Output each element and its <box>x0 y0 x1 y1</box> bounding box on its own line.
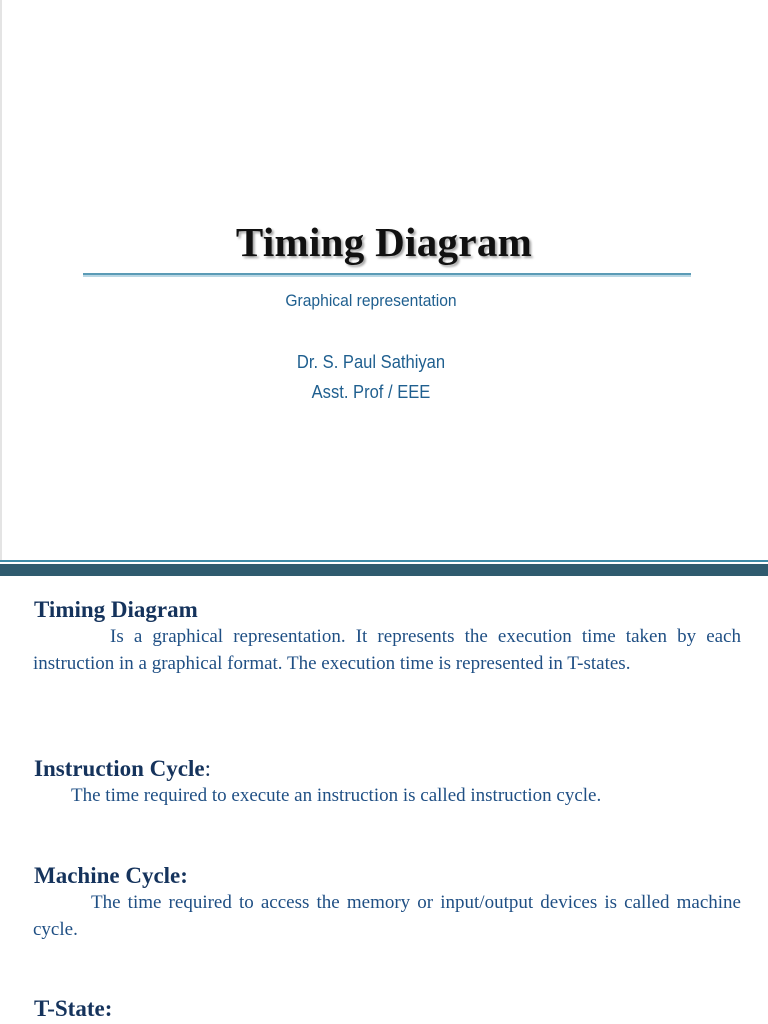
author-affiliation: Asst. Prof / EEE <box>311 382 431 402</box>
slide-subtitle: Graphical representation <box>285 291 457 310</box>
author-name: Dr. S. Paul Sathiyan <box>296 352 446 372</box>
slide-edge <box>0 0 2 560</box>
section-body-instruction-cycle: The time required to execute an instruction is called instruction cycle. <box>71 785 602 806</box>
section-heading-t-state: T-State: <box>34 996 113 1021</box>
title-underline <box>83 273 691 277</box>
section-heading-timing-diagram: Timing Diagram <box>34 597 198 622</box>
section-body-timing-diagram: Is a graphical representation. It represents the execution time taken by each instruction in a graphical format. The execution time is represented in T-states. <box>33 626 741 674</box>
slide-divider <box>0 560 768 576</box>
content-slide <box>0 576 768 1024</box>
slide-title: Timing Diagram <box>235 219 533 265</box>
section-heading-instruction-cycle <box>34 755 211 783</box>
section-body-machine-cycle: The time required to access the memory or input/output devices is called machine cycle. <box>33 892 741 940</box>
section-heading-machine-cycle: Machine Cycle: <box>34 863 188 888</box>
heading-colon: : <box>204 756 211 781</box>
heading-text: Instruction Cycle <box>34 756 205 781</box>
